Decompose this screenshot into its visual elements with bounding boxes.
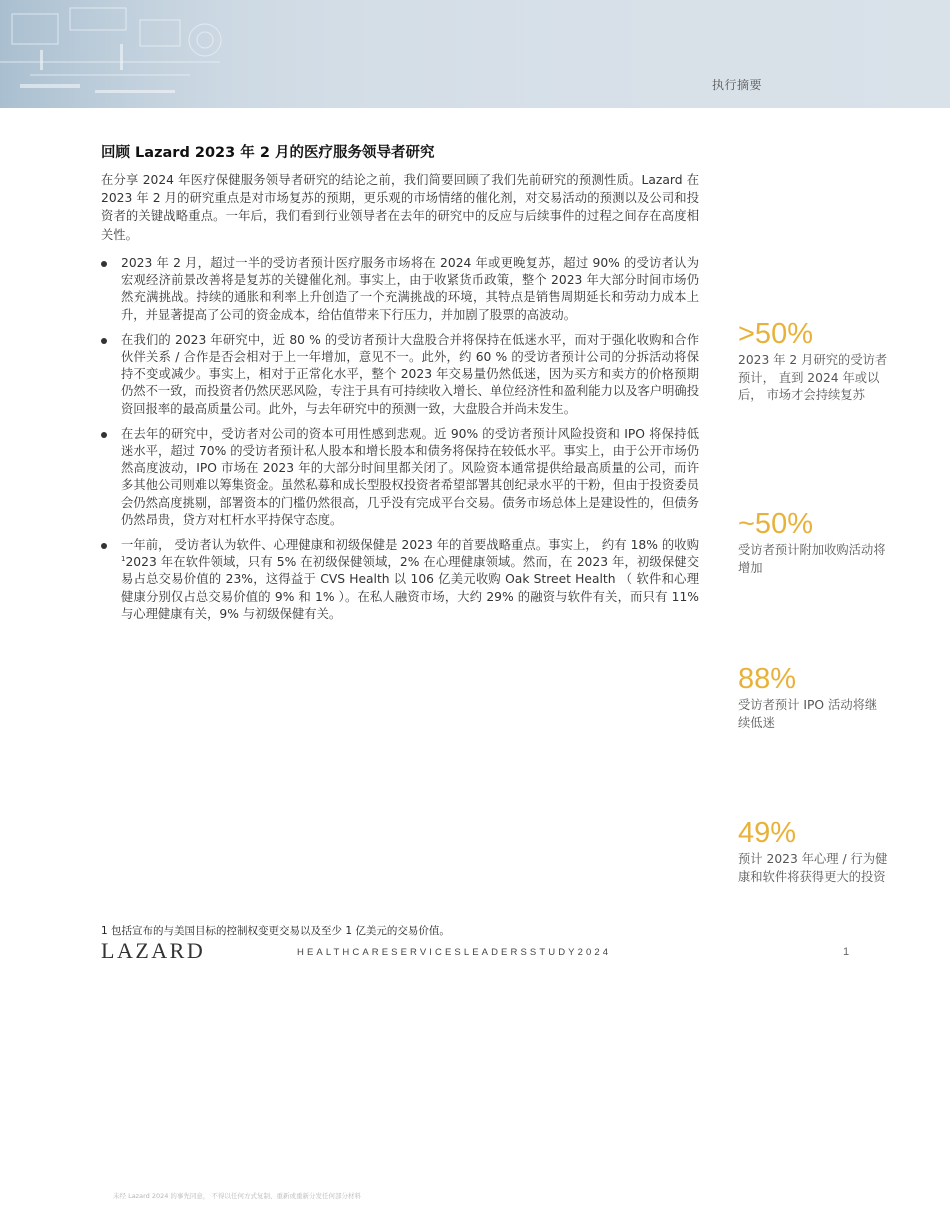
stat-description: 2023 年 2 月研究的受访者预计， 直到 2024 年或以后， 市场才会持续复苏 — [738, 353, 888, 402]
stat-description: 受访者预计 IPO 活动将继续低迷 — [738, 698, 878, 730]
stat-callout — [738, 663, 888, 732]
stat-description: 受访者预计附加收购活动将增加 — [738, 543, 886, 575]
header-decorative-image — [0, 0, 260, 108]
bullet-icon — [101, 543, 107, 549]
stat-callout — [738, 508, 888, 577]
bullet-list — [101, 255, 699, 631]
footnote: 1 包括宣布的与美国目标的控制权变更交易以及至少 1 亿美元的交易价值。 — [101, 925, 450, 937]
page-title: 回顾 Lazard 2023 年 2 月的医疗服务领导者研究 — [101, 145, 435, 161]
bullet-text-continued: 2023 年在软件领域，只有 5% 在初级保健领域，2% 在心理健康领域。然而，在 2023 年，初级保健交易占总交易价值的 23%，这得益于 CVS Health 以 106 亿美元收购 Oak Street Health （ 软件和心理健康分别仅占总交易价值的 9% 和 1% ）。在私人融资市场，大约 29% 的融资与软件有关，而只有 11% 与心理健康有关，9% 与初级保健有关。 — [121, 555, 699, 621]
bullet-icon — [101, 338, 107, 344]
stat-value: 49% — [738, 817, 797, 849]
stat-callout — [738, 318, 888, 405]
bullet-item — [101, 255, 699, 324]
stat-value: >50% — [738, 318, 813, 350]
footer-study-title: HEALTHCARESERVICESLEADERSSTUDY2024 — [297, 947, 612, 958]
section-label: 执行摘要 — [712, 78, 763, 92]
stat-value: 88% — [738, 663, 797, 695]
bullet-icon — [101, 261, 107, 267]
bullet-text: 一年前， 受访者认为软件、心理健康和初级保健是 2023 年的首要战略重点。事实上， 约有 18% 的收购 — [121, 538, 699, 553]
bullet-text: 在去年的研究中，受访者对公司的资本可用性感到悲观。近 90% 的受访者预计风险投资和 IPO 将保持低迷水平，超过 70% 的受访者预计私人股本和增长股本和债务将保持在较低水平。事实上，由于公开市场仍然高度波动，IPO 市场在 2023 年的大部分时间里都关闭了。风险资本通常提供给最高质量的公司，而许多其他公司则难以筹集资金。虽然私募和成长型股权投资者希望部署其创纪录水平的干粉，但由于投资委员会仍然高度挑剔，部署资本的门槛仍然很高，几乎没有完成平台交易。债务市场总体上是建设性的，但债务仍然昂贵，贷方对杠杆水平持保守态度。 — [121, 426, 699, 527]
bullet-item — [101, 426, 699, 529]
footnote-marker: 1 — [121, 555, 126, 564]
lazard-logo: LAZARD — [101, 938, 206, 963]
bullet-item — [101, 332, 699, 418]
bullet-text: 2023 年 2 月，超过一半的受访者预计医疗服务市场将在 2024 年或更晚复苏，超过 90% 的受访者认为宏观经济前景改善将是复苏的关键催化剂。事实上，由于收紧货币政策，整个 2023 年大部分时间市场仍然充满挑战。持续的通胀和利率上升创造了一个充满挑战的环境，其特点是销售周期延长和劳动力成本上升，并显著提高了公司的资金成本，给估值带来下行压力，并加剧了股票的高波动。 — [121, 256, 699, 322]
intro-paragraph: 在分享 2024 年医疗保健服务领导者研究的结论之前，我们简要回顾了我们先前研究的预测性质。Lazard 在 2023 年 2 月的研究重点是对市场复苏的预期，更乐观的市场情绪的催化剂，对交易活动的预测以及公司和投资者的关键战略重点。一年后，我们看到行业领导者在去年的研究中的反应与后续事件的过程之间存在高度相关性。 — [101, 173, 699, 242]
stat-callout — [738, 817, 888, 886]
bullet-item — [101, 537, 699, 623]
bullet-icon — [101, 432, 107, 438]
header-banner — [0, 0, 950, 108]
stat-description: 预计 2023 年心理 / 行为健康和软件将获得更大的投资 — [738, 852, 888, 884]
page-number: 1 — [843, 946, 850, 958]
stat-value: ~50% — [738, 508, 813, 540]
bullet-text: 在我们的 2023 年研究中，近 80 % 的受访者预计大盘股合并将保持在低迷水平，而对于强化收购和合作伙伴关系 / 合作是否会相对于上一年增加，意见不一。此外，约 60 % 的受访者预计公司的分拆活动将保持不变或减少。事实上，相对于正常化水平，整个 2023 年交易量仍然低迷，因为买方和卖方的价格预期仍然不一致，而投资者仍然厌恶风险，专注于具有可持续收入增长、单位经济性和盈利能力以及客户明确投资回报率的最高质量公司。此外，与去年研究中的预测一致，大盘股合并尚未发生。 — [121, 332, 699, 416]
copyright-watermark: 未经 Lazard 2024 的事先同意， 不得以任何方式复制、重新或重新分发任何部分材料 — [113, 1192, 361, 1200]
